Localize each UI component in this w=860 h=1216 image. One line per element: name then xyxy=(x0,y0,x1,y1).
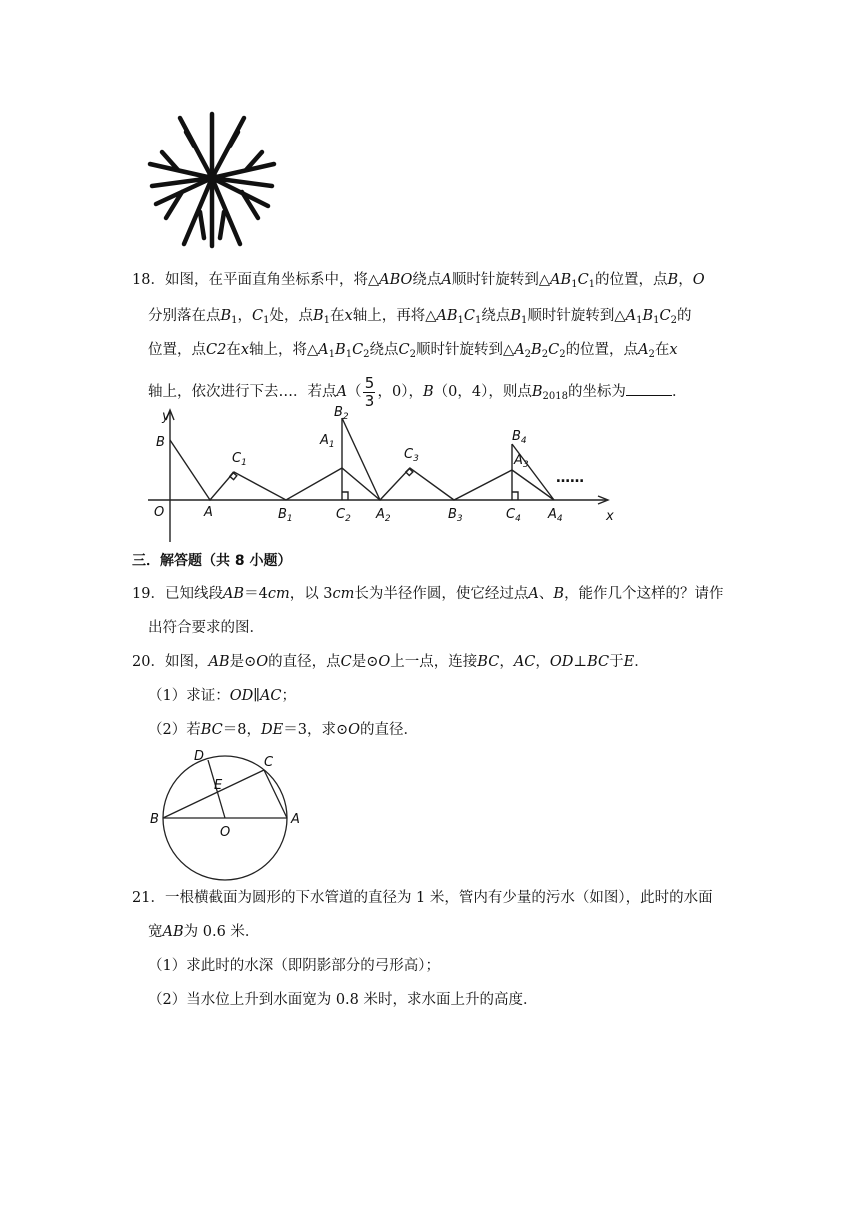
q20-line-1: 20．如图，AB是⊙O的直径，点C是⊙O上一点，连接BC，AC，OD⊥BC于E． xyxy=(132,654,649,670)
circle-figure xyxy=(146,746,306,882)
label-dots: …… xyxy=(556,470,584,486)
answer-blank xyxy=(626,381,672,396)
chord-ac xyxy=(264,770,287,818)
right-angle-c4 xyxy=(512,492,518,500)
q19-line-2: 出符合要求的图． xyxy=(148,620,264,636)
rotation-figure xyxy=(146,404,618,544)
star-figure xyxy=(146,108,278,250)
label-E: E xyxy=(214,778,223,793)
q20-part-1: （1）求证：OD∥AC； xyxy=(148,688,297,704)
q18-line-1: 18．如图，在平面直角坐标系中，将△ABO绕点A顺时针旋转到$\triangle AB_1C_1$的位置，点B，O xyxy=(132,272,705,290)
label-A2: $A_2$ xyxy=(376,507,391,524)
label-x: x xyxy=(606,509,614,524)
label-y: y xyxy=(162,409,170,424)
q19-line-1: 19．已知线段AB＝4cm，以 3cm长为半径作圆，使它经过点A、B，能作几个这样的？请作 xyxy=(132,586,724,602)
label-C4: $C_4$ xyxy=(506,507,521,524)
q18-line-2: 分别落在点$B_1$，$C_1$处，点$B_1$在x轴上，再将$\triangle AB_1C_1$绕点$B_1$顺时针旋转到$\triangle A_1B_1C_2$的 xyxy=(148,308,692,326)
label-A1: $A_1$ xyxy=(320,433,335,450)
fraction-5-3: $\frac{5}{3}$ xyxy=(364,373,375,410)
label-C3: $C_3$ xyxy=(404,447,419,464)
q18-line-3: 位置，点C2在x轴上，将$\triangle A_1B_1C_2$绕点$C_2$顺时针旋转到$\triangle A_2B_2C_2$的位置，点$A_2$在x xyxy=(148,342,678,360)
q21-line-1: 21．一根横截面为圆形的下水管道的直径为 1 米，管内有少量的污水（如图），此时的水面 xyxy=(132,890,713,906)
zigzag-path xyxy=(170,440,554,500)
label-B: B xyxy=(156,435,165,450)
label-B: B xyxy=(150,812,159,827)
q21-line-2: 宽AB为 0.6 米． xyxy=(148,924,260,940)
segment-b2-a2 xyxy=(342,418,380,500)
label-A4: $A_4$ xyxy=(548,507,563,524)
label-B2: $B_2$ xyxy=(334,405,349,422)
label-D: D xyxy=(194,749,205,764)
label-B3: $B_3$ xyxy=(448,507,463,524)
section-heading: 三．解答题（共 8 小题） xyxy=(132,553,292,569)
label-A3: $A_3$ xyxy=(514,453,529,470)
q21-part-1: （1）求此时的水深（即阴影部分的弓形高）； xyxy=(148,958,440,974)
label-O: O xyxy=(220,825,231,840)
q18-line-4: 轴上，依次进行下去…．若点A（ $\frac{5}{3}$ ，0），B（0，4），则点$B_{2018}$的坐标为 ． xyxy=(148,373,687,410)
label-A: A xyxy=(291,812,300,827)
label-C2: $C_2$ xyxy=(336,507,351,524)
label-O: O xyxy=(154,505,165,520)
q20-part-2: （2）若BC＝8，DE＝3，求⊙O的直径． xyxy=(148,722,418,738)
label-B4: $B_4$ xyxy=(512,429,527,446)
label-C1: $C_1$ xyxy=(232,451,247,468)
label-B1: $B_1$ xyxy=(278,507,293,524)
label-A: A xyxy=(204,505,213,520)
right-angle-c2 xyxy=(342,492,348,500)
label-C: C xyxy=(264,755,274,770)
q21-part-2: （2）当水位上升到水面宽为 0.8 米时，求水面上升的高度． xyxy=(148,992,538,1008)
